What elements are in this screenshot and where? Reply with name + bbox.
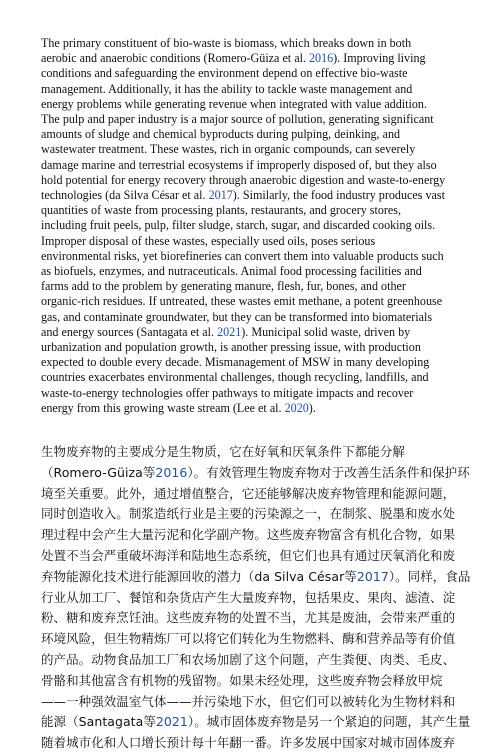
english-line xyxy=(41,386,456,401)
chinese-line xyxy=(41,650,456,671)
line-text: and energy sources (Santagata et al. xyxy=(41,324,218,339)
chinese-line xyxy=(41,608,456,629)
english-line xyxy=(41,142,456,157)
line-text: including fruit peels, pulp, filter sludge, starch, sugar, and discarded cooking oils. xyxy=(41,218,436,233)
line-text: 生物废弃物的主要成分是生物质，它在好氧和厌氧条件下都能分解 xyxy=(41,444,405,460)
english-line xyxy=(41,97,456,112)
chinese-line xyxy=(41,712,471,733)
line-text-after: ). xyxy=(308,400,316,415)
line-text: 处置不当会严重破坏海洋和陆地生态系统，但它们也具有通过厌氧消化和废 xyxy=(41,548,456,564)
english-line xyxy=(41,218,456,233)
line-text: environmental risks, yet biorefineries can convert them into valuable products such xyxy=(41,248,444,263)
english-paragraph xyxy=(41,36,456,416)
line-text: 的产品。动物食品加工厂和农场加剧了这个问题，产生粪便、肉类、毛皮、 xyxy=(41,652,456,668)
line-text-after: ). Municipal solid waste, driven by xyxy=(241,324,411,339)
chinese-line xyxy=(41,692,456,713)
english-line xyxy=(41,158,456,173)
line-text: amounts of sludge and chemical byproducts during pulping, deinking, and xyxy=(41,127,401,142)
citation-year-link[interactable]: 2021 xyxy=(217,324,242,339)
english-line xyxy=(41,279,456,294)
citation-year-link[interactable]: 2016 xyxy=(308,51,334,66)
english-line xyxy=(41,51,456,66)
line-text: damage marine and terrestrial ecosystems if improperly disposed of, but they also xyxy=(41,157,437,172)
line-text: 能源（Santagata等 xyxy=(41,714,156,730)
chinese-line xyxy=(41,463,470,484)
line-text: conditions and safeguarding the environment depend on effective bio-waste xyxy=(41,66,408,81)
line-text: wastewater treatment. These wastes, rich in organic compounds, can severely xyxy=(41,142,416,157)
citation-year-link[interactable]: 2021 xyxy=(155,714,188,730)
english-line xyxy=(41,294,456,309)
english-line xyxy=(41,264,456,279)
chinese-line xyxy=(41,546,456,567)
chinese-line xyxy=(41,525,456,546)
english-line xyxy=(41,173,456,188)
line-text: hold potential for energy recovery through anaerobic digestion and waste-to-energy xyxy=(41,172,446,187)
english-line xyxy=(41,127,456,142)
line-text: energy problems while generating revenue when integrated with value addition. xyxy=(41,96,427,111)
line-text: technologies (da Silva César et al. xyxy=(41,188,209,203)
citation-year-link[interactable]: 2020 xyxy=(284,400,309,415)
citation-year-link[interactable]: 2017 xyxy=(356,568,389,584)
english-line xyxy=(41,401,456,416)
line-text: 同时创造收入。制浆造纸行业是主要的污染源之一，在制浆、脱墨和废水处 xyxy=(41,506,456,522)
line-text-after: ). Similarly, the food industry produces vast xyxy=(232,188,445,203)
line-text: 境至关重要。此外，通过增值整合，它还能够解决废弃物管理和能源问题， xyxy=(41,485,456,501)
line-text: urbanization and population growth, is another pressing issue, with production xyxy=(41,340,421,355)
line-text: expected to double every decade. Mismanagement of MSW in many developing xyxy=(41,355,430,370)
line-text: ——一种强效温室气体——并污染地下水，但它们可以被转化为生物材料和 xyxy=(41,693,456,709)
line-text: countries exacerbates environmental challenges, though recycling, landfills, and xyxy=(41,370,429,385)
line-text: gas, and contaminate groundwater, but they can be transformed into biomaterials xyxy=(41,309,433,324)
chinese-line xyxy=(41,504,456,525)
english-line xyxy=(41,355,456,370)
chinese-line xyxy=(41,733,456,754)
english-line xyxy=(41,325,456,340)
line-text-after: ). Improving living xyxy=(333,51,426,66)
english-line xyxy=(41,112,456,127)
chinese-line xyxy=(41,671,456,692)
line-text: energy from this growing waste stream (Lee et al. xyxy=(41,400,285,415)
chinese-line xyxy=(41,484,456,505)
english-line xyxy=(41,36,456,51)
english-line xyxy=(41,203,456,218)
english-line xyxy=(41,234,456,249)
english-line xyxy=(41,82,456,97)
english-line xyxy=(41,370,456,385)
line-text: The pulp and paper industry is a major source of pollution, generating significant xyxy=(41,112,434,127)
chinese-line xyxy=(41,567,471,588)
line-text: waste-to-energy technologies offer pathways to mitigate impacts and recover xyxy=(41,385,414,400)
citation-year-link[interactable]: 2016 xyxy=(155,464,188,480)
citation-year-link[interactable]: 2017 xyxy=(208,188,233,203)
english-line xyxy=(41,66,456,81)
line-text: 随着城市化和人口增长预计每十年翻一番。许多发展中国家对城市固体废弃 xyxy=(41,735,456,751)
line-text: management. Additionally, it has the ability to tackle waste management and xyxy=(41,81,413,96)
line-text: 骨骼和其他富含有机物的残留物。如果未经处理，这些废弃物会释放甲烷 xyxy=(41,672,443,688)
chinese-line xyxy=(41,629,456,650)
chinese-paragraph xyxy=(41,442,471,754)
line-text: 粉、糖和废弃烹饪油。这些废弃物的处置不当，尤其是废油，会带来严重的 xyxy=(41,610,456,626)
chinese-line xyxy=(41,588,456,609)
line-text: aerobic and anaerobic conditions (Romero-Güiza et al. xyxy=(41,51,309,66)
line-text: farms add to the problem by generating manure, flesh, fur, bones, and other xyxy=(41,279,406,294)
line-text: as biofuels, enzymes, and nutraceuticals. Animal food processing facilities and xyxy=(41,264,422,279)
line-text: organic-rich residues. If untreated, these wastes emit methane, a potent greenhouse xyxy=(41,294,443,309)
line-text-after: ）。城市固体废弃物是另一个紧迫的问题，其产生量 xyxy=(187,714,471,730)
line-text-after: ）。同样，食品 xyxy=(388,568,471,584)
line-text: （Romero-Güiza等 xyxy=(41,464,156,480)
line-text: 弃物能源化技术进行能源回收的潜力（da Silva César等 xyxy=(41,568,357,584)
line-text: 行业从加工厂、餐馆和杂货店产生大量废弃物，包括果皮、果肉、滤渣、淀 xyxy=(41,589,456,605)
line-text: Improper disposal of these wastes, especially used oils, poses serious xyxy=(41,233,376,248)
english-line xyxy=(41,249,456,264)
english-line xyxy=(41,188,456,203)
english-line xyxy=(41,310,456,325)
line-text-after: ）。有效管理生物废弃物对于改善生活条件和保护环 xyxy=(187,464,470,480)
line-text: 环境风险，但生物精炼厂可以将它们转化为生物燃料、酶和营养品等有价值 xyxy=(41,631,456,647)
chinese-line xyxy=(41,442,456,463)
line-text: The primary constituent of bio-waste is biomass, which breaks down in both xyxy=(41,36,412,50)
line-text: 理过程中会产生大量污泥和化学副产物。这些废弃物富含有机化合物，如果 xyxy=(41,527,456,543)
english-line xyxy=(41,340,456,355)
line-text: quantities of waste from processing plants, restaurants, and grocery stores, xyxy=(41,203,402,218)
